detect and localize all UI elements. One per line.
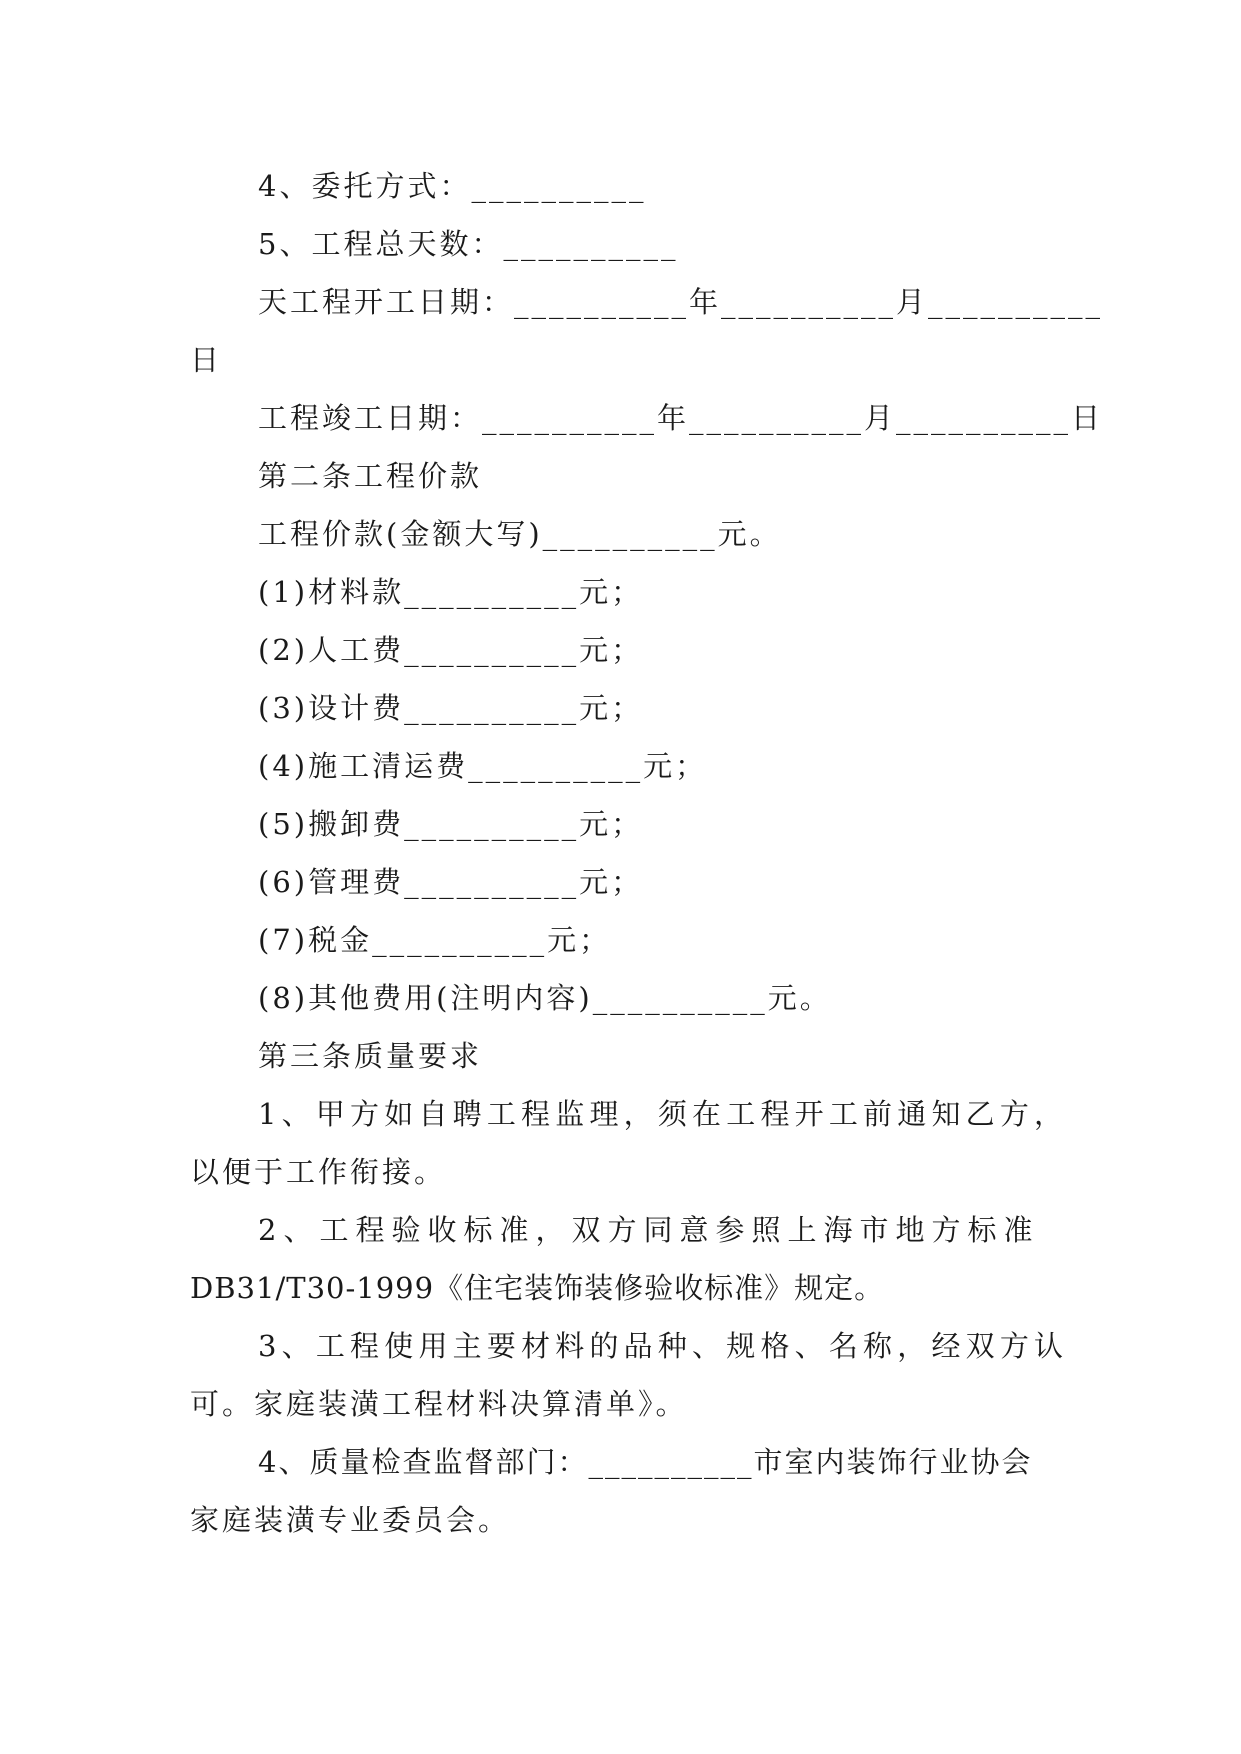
price-item-management: (6)管理费__________元； bbox=[258, 865, 644, 899]
quality-clause-1-cont: 以便于工作衔接。 bbox=[190, 1155, 447, 1189]
quality-clause-2-cont: DB31/T30-1999《住宅装饰装修验收标准》规定。 bbox=[190, 1271, 885, 1305]
quality-clause-3-cont: 可。家庭装潢工程材料决算清单》。 bbox=[190, 1387, 688, 1421]
completion-date-line: 工程竣工日期：__________年__________月__________日 bbox=[258, 401, 1104, 435]
price-item-design: (3)设计费__________元； bbox=[258, 691, 644, 725]
clause-4-entrust-method: 4、委托方式：__________ bbox=[258, 169, 647, 203]
price-item-labor: (2)人工费__________元； bbox=[258, 633, 644, 667]
quality-clause-1: 1、甲方如自聘工程监理，须在工程开工前通知乙方， bbox=[258, 1097, 1069, 1131]
start-date-day: 日 bbox=[190, 343, 223, 377]
start-date-line: 天工程开工日期：__________年__________月__________ bbox=[258, 285, 1104, 319]
price-item-cleanup: (4)施工清运费__________元； bbox=[258, 749, 708, 783]
quality-clause-4-cont: 家庭装潢专业委员会。 bbox=[190, 1503, 511, 1537]
section-3-heading: 第三条质量要求 bbox=[258, 1039, 483, 1073]
price-item-materials: (1)材料款__________元； bbox=[258, 575, 644, 609]
quality-clause-3: 3、工程使用主要材料的品种、规格、名称，经双方认 bbox=[258, 1329, 1069, 1363]
price-item-other: (8)其他费用(注明内容)__________元。 bbox=[258, 981, 832, 1015]
clause-5-total-days: 5、工程总天数：__________ bbox=[258, 227, 679, 261]
quality-clause-2: 2、工程验收标准，双方同意参照上海市地方标准 bbox=[258, 1213, 1040, 1247]
price-item-moving: (5)搬卸费__________元； bbox=[258, 807, 644, 841]
quality-clause-4: 4、质量检查监督部门：__________市室内装饰行业协会 bbox=[258, 1445, 1033, 1479]
total-price-line: 工程价款(金额大写)__________元。 bbox=[258, 517, 782, 551]
price-item-tax: (7)税金__________元； bbox=[258, 923, 612, 957]
section-2-heading: 第二条工程价款 bbox=[258, 459, 483, 493]
